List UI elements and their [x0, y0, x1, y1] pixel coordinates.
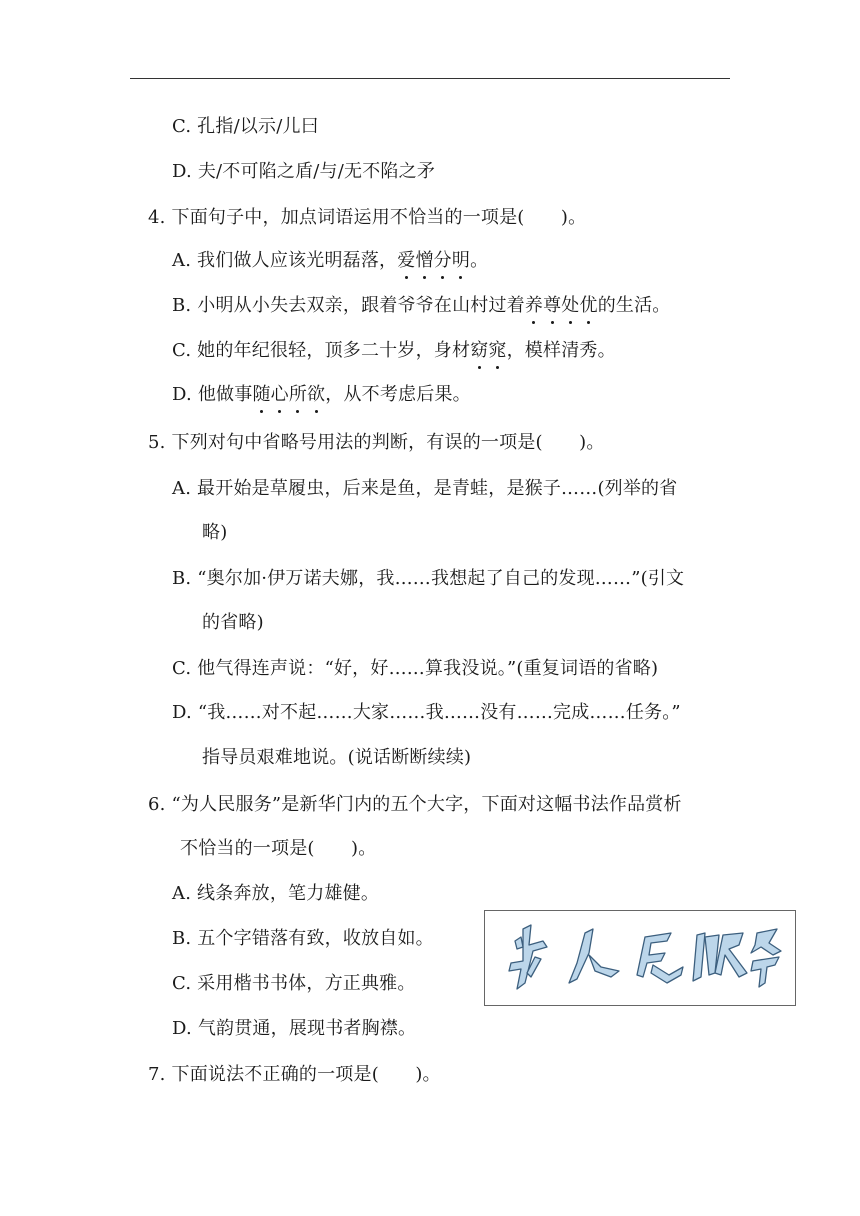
dotted-char: 处: [561, 293, 579, 319]
q5-option-b-line1: B. “奥尔加·伊万诺夫娜，我……我想起了自己的发现……”(引文: [172, 568, 685, 589]
question-4: 4. 下面句子中，加点词语运用不恰当的一项是( )。: [148, 207, 587, 228]
dotted-char: 窈: [470, 338, 488, 364]
q4-option-c: [172, 338, 616, 364]
q4-option-a-post: 。: [470, 250, 489, 271]
header-rule: [130, 78, 730, 79]
dotted-char: 心: [271, 382, 289, 408]
q4-option-b-post: 的生活。: [597, 295, 671, 316]
q4-option-d: [172, 382, 471, 408]
q4-option-d-post: ，从不考虑后果。: [325, 384, 471, 405]
q4-option-c-pre: C. 她的年纪很轻，顶多二十岁，身材: [172, 340, 471, 361]
q4-option-a: [172, 248, 488, 274]
dotted-char: 爱: [397, 248, 415, 274]
dotted-char: 优: [579, 293, 597, 319]
q6-option-a: A. 线条奔放，笔力雄健。: [172, 883, 380, 904]
q4-option-b: [172, 293, 671, 319]
dotted-char: 分: [434, 248, 452, 274]
question-7: 7. 下面说法不正确的一项是( )。: [148, 1064, 441, 1085]
dotted-char: 明: [452, 248, 470, 274]
dotted-char: 憎: [415, 248, 433, 274]
q4-option-b-pre: B. 小明从小失去双亲，跟着爷爷在山村过着: [172, 295, 525, 316]
question-5: 5. 下列对句中省略号用法的判断，有误的一项是( )。: [148, 432, 605, 453]
dotted-char: 欲: [307, 382, 325, 408]
dotted-char: 尊: [543, 293, 561, 319]
q5-option-a-line1: A. 最开始是草履虫，后来是鱼，是青蛙，是猴子……(列举的省: [172, 478, 678, 499]
question-6-line1: 6. “为人民服务”是新华门内的五个大字，下面对这幅书法作品赏析: [148, 794, 682, 815]
calligraphy-image: [484, 910, 796, 1006]
q5-option-c: C. 他气得连声说：“好，好……算我没说。”(重复词语的省略): [172, 658, 659, 679]
q6-option-c: C. 采用楷书书体，方正典雅。: [172, 973, 416, 994]
q6-option-d: D. 气韵贯通，展现书者胸襟。: [172, 1018, 417, 1039]
q4-option-c-post: ，模样清秀。: [506, 340, 616, 361]
q4-option-a-pre: A. 我们做人应该光明磊落，: [172, 250, 398, 271]
q5-option-a-line2: 略): [202, 522, 228, 543]
dotted-char: 养: [525, 293, 543, 319]
dotted-char: 窕: [488, 338, 506, 364]
option-c-text: C. 孔指/以示/儿曰: [172, 116, 319, 137]
q5-option-d-line2: 指导员艰难地说。(说话断断续续): [202, 747, 472, 768]
option-d-text: D. 夫/不可陷之盾/与/无不陷之矛: [172, 161, 436, 182]
question-6-line2: 不恰当的一项是( )。: [180, 838, 377, 859]
q6-option-b: B. 五个字错落有致，收放自如。: [172, 928, 434, 949]
q4-option-d-pre: D. 他做事: [172, 384, 253, 405]
dotted-char: 随: [252, 382, 270, 408]
q5-option-b-line2: 的省略): [202, 612, 264, 633]
q5-option-d-line1: D. “我……对不起……大家……我……没有……完成……任务。”: [172, 702, 681, 723]
dotted-char: 所: [289, 382, 307, 408]
